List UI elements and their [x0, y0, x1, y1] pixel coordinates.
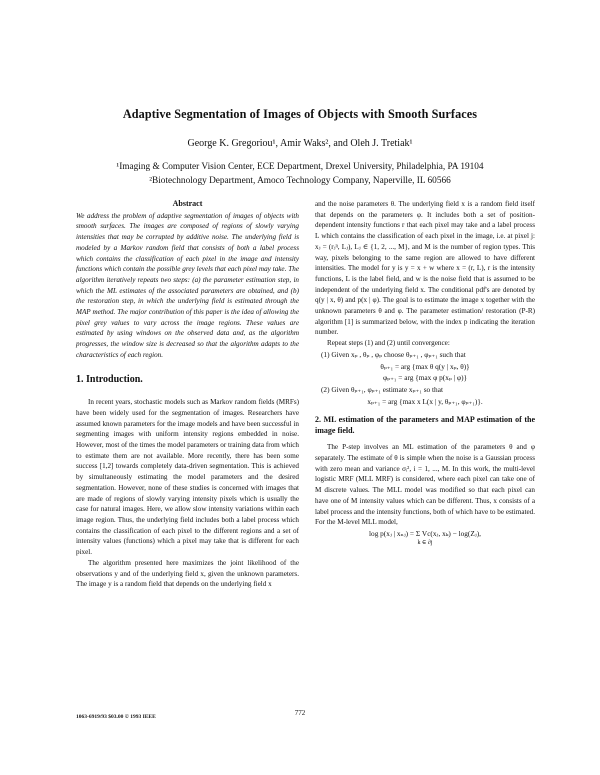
copyright-footer: 1063-6919/93 $03.00 © 1993 IEEE [76, 714, 156, 720]
right-column [315, 199, 535, 549]
model-paragraph: and the noise parameters θ. The underlying field x is a random field itself that depends on the parameters φ. It includes both a set of position-dependent intensity functions r that each pixel may take and a label process L which contains the classification of each pixel in the image, i.e. at pixel j: xⱼ = (rⱼˡʲ, Lⱼ), Lⱼ ∈ {1, 2, ..., M}, and M is the number of region types. This way, pixels belonging to the same region are allowed to have different intensities. The model for y is y = x + w where x = (r, L), r is the intensity functions, L is the label field, and w is the noise field that is assumed to be independent of the underlying field x. The conditional pdf's are denoted by q(y | x, θ) and p(x | φ). The goal is to estimate the image x together with the unknown parameters θ and φ. The parameter estimation/ restoration (P-R) algorithm [1] is summarized below, with the index p indicating the iteration number. [315, 200, 535, 337]
section-2-heading: 2. ML estimation of the parameters and MAP estimation of the image field. [315, 415, 535, 435]
equation-theta: θₚ₊₁ = arg {max θ q(y | xₚ, θ)} [380, 361, 470, 371]
equation-phi: φₚ₊₁ = arg {max φ p(xₚ | φ)} [382, 373, 468, 383]
page-number: 772 [294, 709, 306, 717]
intro-paragraph-1: In recent years, stochastic models such as Markov random fields (MRFs) have been widely used for the segmentation of images. Researchers have assumed known parameters for the image models and have been successful in segmenting images with uniform intensity regions embedded in noise. However, most of the times the model parameters or training data from which to estimate them are not available. More recently, there has been some success [1,2] towards completely data-driven segmentation. This is achieved by simultaneously estimating the model parameters and the desired segmentation. However, none of these studies is concerned with images that are made of regions of slowly varying intensity pixels which is usually the case for natural images. Here, we allow slow intensity variations within each image region. Thus, the underlying field includes both a label process which contains the classification of each pixel to the different regions and a set of intensity values (functions) which a pixel may take that is different for each pixel. [76, 398, 299, 557]
author-list: George K. Gregoriou¹, Amir Waks², and Oleh J. Tretiak¹ [187, 138, 413, 149]
paper-title: Adaptive Segmentation of Images of Objects with Smooth Surfaces [122, 107, 478, 121]
left-column [76, 199, 299, 590]
step-1-line: (1) Given xₚ , θₚ , φₚ choose θₚ₊₁ , φₚ₊₁ such that [321, 349, 466, 359]
affiliation-1: ¹Imaging & Computer Vision Center, ECE Department, Drexel University, Philadelphia, PA 19104 [116, 162, 484, 172]
equation-sum-index: k ∈ ∂j [417, 539, 433, 546]
step-2-line: (2) Given θₚ₊₁, φₚ₊₁ estimate xₚ₊₁ so that [321, 384, 443, 394]
equation-log-prob: log p(xⱼ | xₙⱼ) = Σ Vc(xⱼ, xₖ) − log(Zⱼ), [369, 528, 481, 538]
equation-x: xₚ₊₁ = arg {max x L(x | y, θₚ₊₁, φₚ₊₁)}. [367, 396, 483, 406]
affiliation-2: ²Biotechnology Department, Amoco Technology Company, Naperville, IL 60566 [149, 176, 451, 186]
section-2-paragraph: The P-step involves an ML estimation of the parameters θ and φ separately. The estimate of θ is simple when the noise is a Gaussian process with zero mean and variance σᵢ², i = 1, ..., M. In this work, the multi-level logistic MRF (MLL MRF) is considered, where each pixel can take one of M discrete values. The MLL model was modified so that each pixel can have one of M intensity values which can be different. Thus, x consists of a label process and the intensity functions, both of which have to be estimated. For the M-level MLL model, [315, 443, 535, 527]
section-1-heading: 1. Introduction. [76, 373, 143, 385]
repeat-steps-line: Repeat steps (1) and (2) until convergence: [327, 339, 450, 348]
abstract-heading: Abstract [172, 199, 203, 208]
abstract-text: We address the problem of adaptive segmentation of images of objects with smooth surfaces. The images are composed of regions of slowly varying intensities that may be corrupted by additive noise. The underlying field is modeled by a Markov random field that consists of both a label process which contains the classification of each pixel in the image and intensity functions which contain the possible grey levels that each pixel may take. The algorithm iteratively repeats two steps: (a) the parameter estimation step, in which the ML estimates of the associated parameters are obtained, and (b) the restoration step, in which the underlying field is estimated through the MAP method. The major contribution of this paper is the idea of allowing the pixel grey values to vary across the image regions. These values are estimated by using windows on the observed data and, as the algorithm progresses, the window size is decreased so that the algorithm adapts to the characteristics of each region. [76, 211, 299, 359]
intro-paragraph-2: The algorithm presented here maximizes the joint likelihood of the observations y and of the underlying field x, given the unknown parameters. The image y is a random field that depends on the underlying field x [76, 558, 299, 589]
